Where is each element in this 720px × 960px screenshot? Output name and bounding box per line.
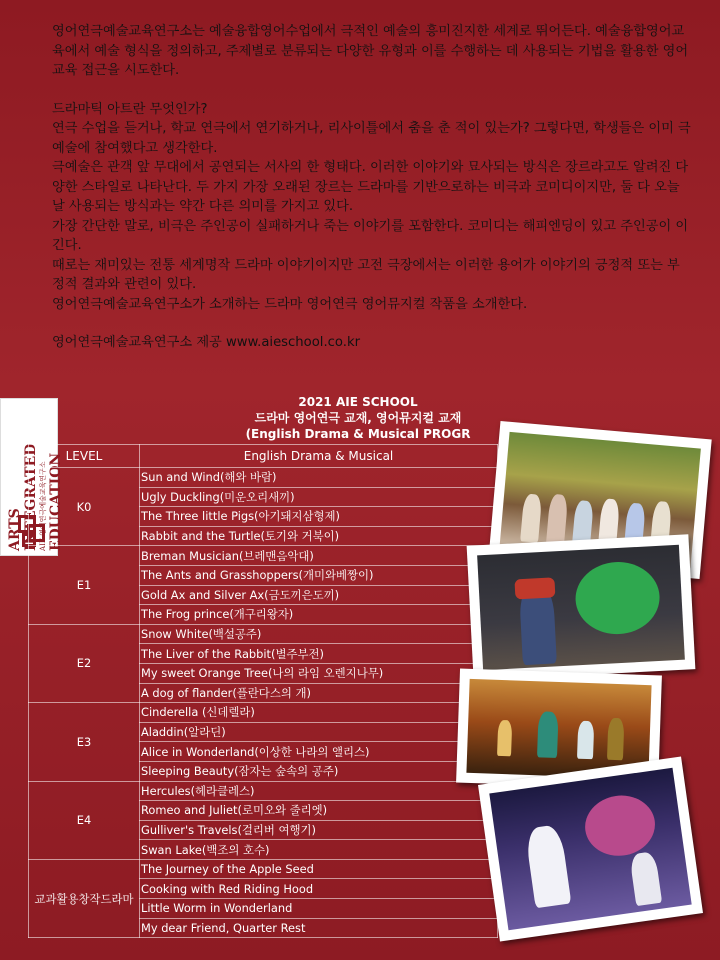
logo-line: EDUCATION xyxy=(48,452,64,551)
intro-line: 때로는 재미있는 전통 세계명작 드라마 이야기이지만 고전 극장에서는 이러한 용어가 이야기의 긍정적 또는 부정적 결과와 관련이 있다. xyxy=(52,257,680,292)
title-cell: Hercules(헤라클레스) xyxy=(140,781,498,801)
table-row xyxy=(29,624,498,644)
photo-image xyxy=(477,545,685,670)
intro-question: 드라마틱 아트란 무엇인가? xyxy=(52,101,208,117)
title-cell: Little Worm in Wonderland xyxy=(140,899,498,919)
title-cell: Cooking with Red Riding Hood xyxy=(140,879,498,899)
title-cell: Gulliver's Travels(걸리버 여행기) xyxy=(140,820,498,840)
title-cell: Rabbit and the Turtle(토기와 거북이) xyxy=(140,526,498,546)
table-row xyxy=(29,546,498,566)
title-cell: Breman Musician(브레맨음악대) xyxy=(140,546,498,566)
title-cell: The Journey of the Apple Seed xyxy=(140,859,498,879)
title-cell: My dear Friend, Quarter Rest xyxy=(140,918,498,938)
table-row xyxy=(29,703,498,723)
level-cell: E3 xyxy=(29,703,140,781)
title-cell: The Liver of the Rabbit(별주부전) xyxy=(140,644,498,664)
title-cell: Cinderella (신데렐라) xyxy=(140,703,498,723)
title-cell: My sweet Orange Tree(나의 라임 오렌지나무) xyxy=(140,663,498,683)
photo-performance-4 xyxy=(478,757,703,942)
banner-line: 2021 AIE SCHOOL xyxy=(298,395,418,409)
title-cell: Ugly Duckling(미운오리새끼) xyxy=(140,487,498,507)
logo-line: ARTS INTEGRATED xyxy=(7,443,39,551)
level-cell: K0 xyxy=(29,468,140,546)
title-cell: Gold Ax and Silver Ax(금도끼은도끼) xyxy=(140,585,498,605)
program-table xyxy=(28,444,498,938)
intro-credit: 영어연극예술교육연구소 제공 www.aieschool.co.kr xyxy=(52,335,360,350)
program-banner-title xyxy=(228,394,488,442)
table-row xyxy=(29,781,498,801)
title-cell: Aladdin(알라딘) xyxy=(140,722,498,742)
title-cell: Alice in Wonderland(이상한 나라의 앨리스) xyxy=(140,742,498,762)
intro-text xyxy=(52,22,692,353)
header-title: English Drama & Musical xyxy=(140,445,498,468)
banner-line: 드라마 영어연극 교재, 영어뮤지컬 교재 xyxy=(254,411,462,425)
title-cell: Swan Lake(백조의 호수) xyxy=(140,840,498,860)
table-row xyxy=(29,468,498,488)
level-cell: E2 xyxy=(29,624,140,702)
table-header-row xyxy=(29,445,498,468)
photo-performance-2 xyxy=(467,534,696,680)
title-cell: A dog of flander(플란다스의 개) xyxy=(140,683,498,703)
title-cell: Sleeping Beauty(잠자는 숲속의 공주) xyxy=(140,761,498,781)
level-cell: E4 xyxy=(29,781,140,859)
intro-line: 연극 수업을 듣거나, 학교 연극에서 연기하거나, 리사이틀에서 춤을 춘 적이 있는가? 그렇다면, 학생들은 이미 극예술에 참여했다고 생각한다. xyxy=(52,121,691,156)
banner-line: (English Drama & Musical PROGR xyxy=(245,427,471,441)
title-cell: Sun and Wind(해와 바람) xyxy=(140,468,498,488)
intro-line: 극예술은 관객 앞 무대에서 공연되는 서사의 한 형태다. 이러한 이야기와 묘사되는 방식은 장르라고도 알려진 다양한 스타일로 나타난다. 두 가지 가장 오래된 장르는 드라마를 기반으로하는 비극과 코미디이지만, 둘 다 오늘날 사용되는 방식과는 약간 다른 의미를 가지고 있다. xyxy=(52,160,689,214)
title-cell: Romeo and Juliet(로미오와 줄리엣) xyxy=(140,801,498,821)
table-row xyxy=(29,859,498,879)
intro-line: 가장 간단한 말로, 비극은 주인공이 실패하거나 죽는 이야기를 포함한다. 코미디는 해피엔딩이 있고 주인공이 이긴다. xyxy=(52,218,689,253)
level-cell: 교과활용창작드라마 xyxy=(29,859,140,937)
intro-line: 영어연극예술교육연구소가 소개하는 드라마 영어연극 영어뮤지컬 작품을 소개한다. xyxy=(52,296,528,312)
logo-line: AIE 영어연극예술교육연구소 xyxy=(39,461,47,551)
header-level: LEVEL xyxy=(29,445,140,468)
title-cell: The Three little Pigs(아기돼지삼형제) xyxy=(140,507,498,527)
title-cell: The Frog prince(개구리왕자) xyxy=(140,605,498,625)
title-cell: The Ants and Grasshoppers(개미와베짱이) xyxy=(140,565,498,585)
title-cell: Snow White(백설공주) xyxy=(140,624,498,644)
level-cell: E1 xyxy=(29,546,140,624)
photo-image xyxy=(489,768,691,930)
intro-paragraph: 영어연극예술교육연구소는 예술융합영어수업에서 극적인 예술의 흥미진지한 세계로 뛰어든다. 예술융합영어교육에서 예술 형식을 정의하고, 주제별로 분류되는 다양한 유형과 이를 수행하는 데 사용되는 기법을 활용한 영어교육 접근을 시도한다. xyxy=(52,24,689,78)
